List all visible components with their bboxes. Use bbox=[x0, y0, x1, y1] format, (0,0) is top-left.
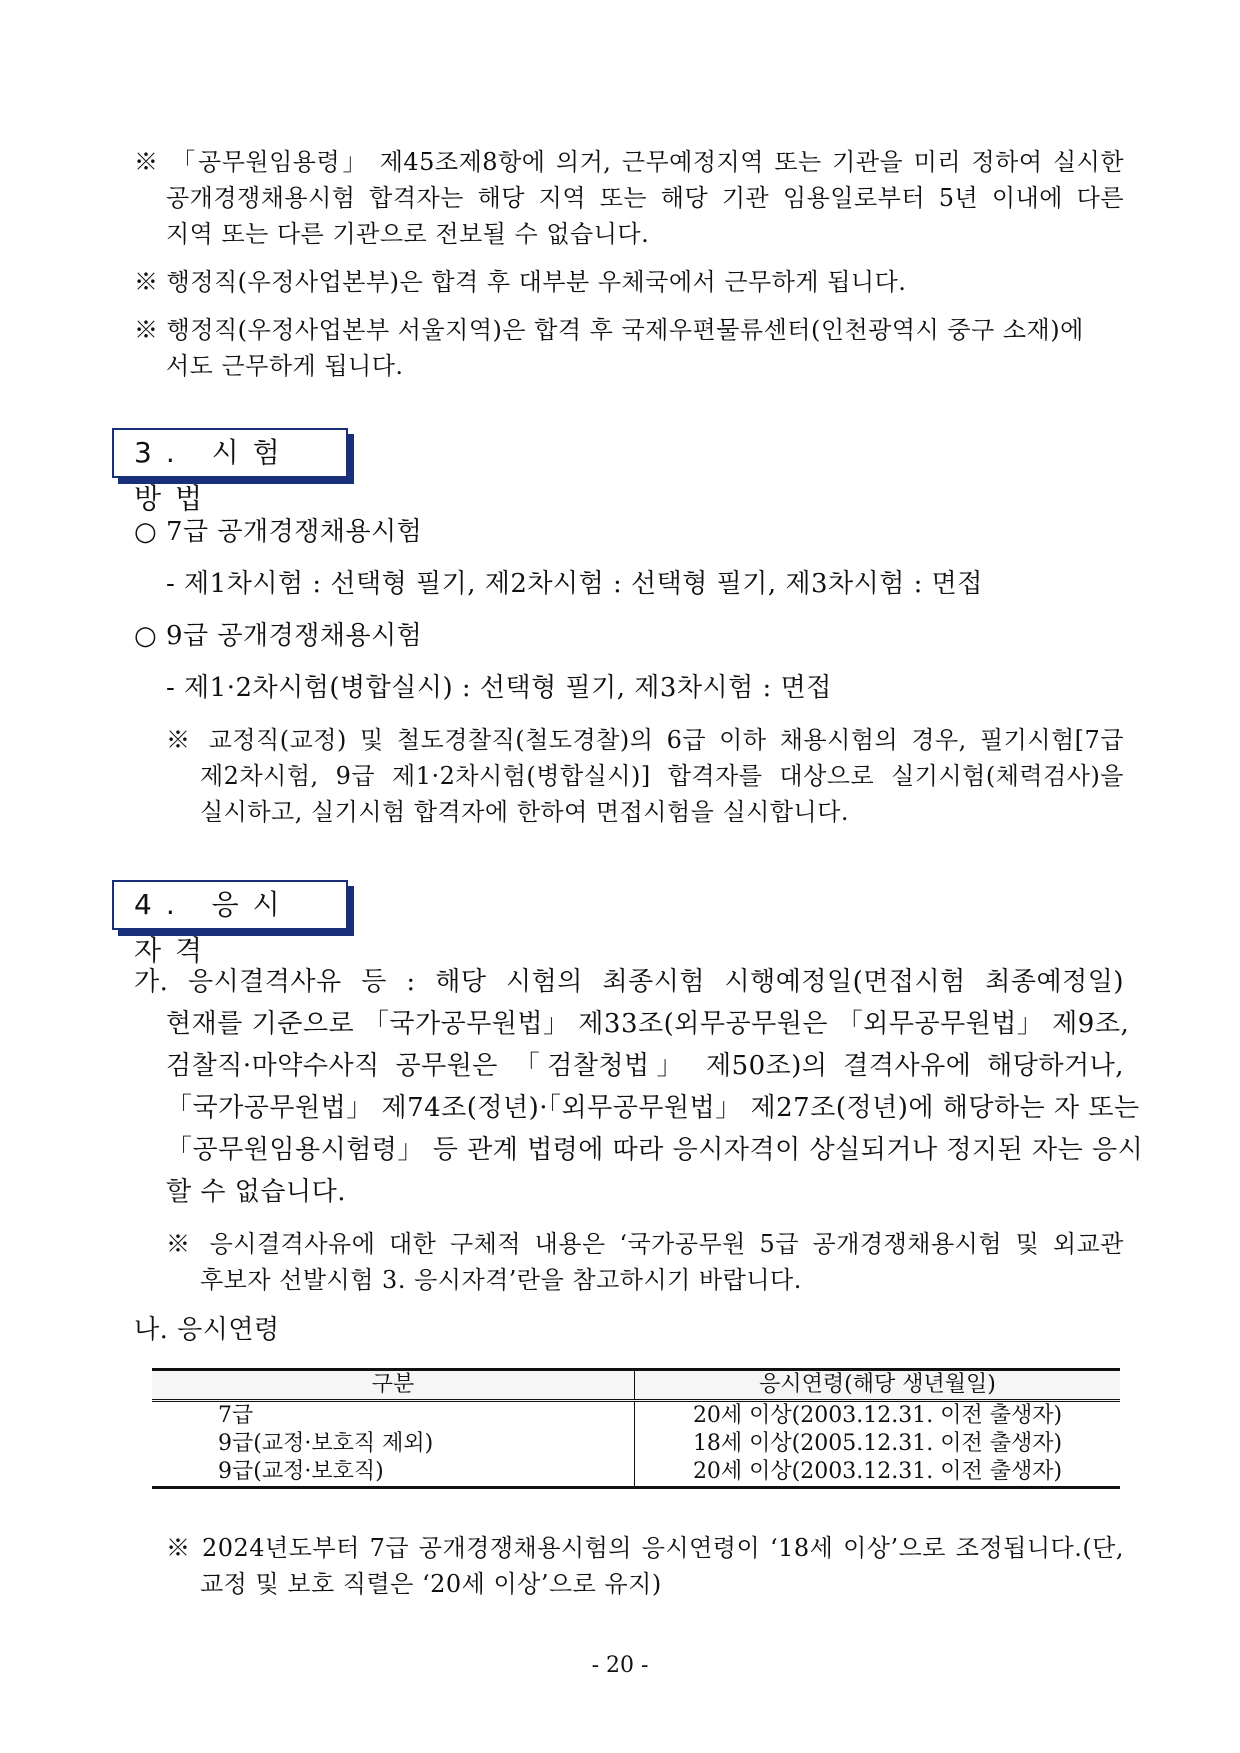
table-cell-age: 18세 이상(2005.12.31. 이전 출생자) bbox=[692, 1431, 1063, 1456]
note-line: 서도 근무하게 됩니다. bbox=[166, 352, 404, 380]
table-cell-grade: 9급(교정·보호직) bbox=[152, 1458, 635, 1488]
age-table bbox=[152, 1368, 1120, 1489]
table-row bbox=[152, 1458, 1120, 1488]
section-title-4: 4. 응시자격 bbox=[112, 880, 348, 930]
section3-note: 실시하고, 실기시험 합격자에 한하여 면접시험을 실시합니다. bbox=[200, 798, 850, 826]
table-header-row bbox=[152, 1370, 1120, 1401]
table-row bbox=[152, 1401, 1120, 1431]
exam-item-9: ○ 9급 공개경쟁채용시험 bbox=[134, 621, 423, 651]
qualification-ga: 할 수 없습니다. bbox=[166, 1177, 346, 1207]
exam-item-9-detail: - 제1·2차시험(병합실시) : 선택형 필기, 제3차시험 : 면접 bbox=[166, 673, 832, 703]
section3-note: ※ 교정직(교정) 및 철도경찰직(철도경찰)의 6급 이하 채용시험의 경우, 필기시험[7급 bbox=[166, 726, 1124, 754]
exam-item-7-detail: - 제1차시험 : 선택형 필기, 제2차시험 : 선택형 필기, 제3차시험 : 면접 bbox=[166, 569, 983, 599]
table-cell-age: 20세 이상(2003.12.31. 이전 출생자) bbox=[692, 1403, 1063, 1428]
bottom-note: 교정 및 보호 직렬은 ‘20세 이상’으로 유지) bbox=[200, 1570, 662, 1598]
table-header: 응시연령(해당 생년월일) bbox=[635, 1370, 1121, 1401]
exam-item-7: ○ 7급 공개경쟁채용시험 bbox=[134, 517, 423, 547]
section3-note: 제2차시험, 9급 제1·2차시험(병합실시)] 합격자를 대상으로 실기시험(체력검사)을 bbox=[200, 762, 1124, 790]
table-cell-grade: 9급(교정·보호직 제외) bbox=[152, 1430, 635, 1458]
section-title-3: 3. 시험방법 bbox=[112, 428, 348, 478]
table-row bbox=[152, 1430, 1120, 1458]
note-line: ※ 행정직(우정사업본부)은 합격 후 대부분 우체국에서 근무하게 됩니다. bbox=[134, 268, 907, 296]
page-number: - 20 - bbox=[591, 1653, 649, 1678]
note-line: 공개경쟁채용시험 합격자는 해당 지역 또는 해당 기관 임용일로부터 5년 이내에 다른 bbox=[166, 184, 1124, 212]
table-cell-grade: 7급 bbox=[152, 1401, 635, 1431]
section-heading-3 bbox=[112, 428, 348, 515]
table-header: 구분 bbox=[152, 1370, 635, 1401]
qualification-ga: 현재를 기준으로 「국가공무원법」 제33조(외무공무원은 「외무공무원법」 제9조, bbox=[166, 1009, 1130, 1039]
qualification-ga: 「공무원임용시험령」 등 관계 법령에 따라 응시자격이 상실되거나 정지된 자는 응시 bbox=[166, 1135, 1144, 1165]
qualification-ga-note: ※ 응시결격사유에 대한 구체적 내용은 ‘국가공무원 5급 공개경쟁채용시험 및 외교관 bbox=[166, 1230, 1124, 1258]
qualification-ga-note: 후보자 선발시험 3. 응시자격’란을 참고하시기 바랍니다. bbox=[200, 1266, 802, 1294]
qualification-ga: 검찰직·마약수사직 공무원은 「검찰청법」 제50조)의 결격사유에 해당하거나, bbox=[166, 1051, 1124, 1081]
qualification-ga: 「국가공무원법」 제74조(정년)·「외무공무원법」 제27조(정년)에 해당하는 자 또는 bbox=[166, 1093, 1140, 1123]
bottom-note: ※ 2024년도부터 7급 공개경쟁채용시험의 응시연령이 ‘18세 이상’으로 조정됩니다.(단, bbox=[166, 1534, 1124, 1562]
note-line: 지역 또는 다른 기관으로 전보될 수 없습니다. bbox=[166, 220, 650, 248]
qualification-ga: 가. 응시결격사유 등 : 해당 시험의 최종시험 시행예정일(면접시험 최종예정일) bbox=[134, 967, 1124, 997]
section-heading-4 bbox=[112, 880, 348, 967]
qualification-na: 나. 응시연령 bbox=[134, 1315, 280, 1345]
note-line: ※ 행정직(우정사업본부 서울지역)은 합격 후 국제우편물류센터(인천광역시 중구 소재)에 bbox=[134, 316, 1084, 344]
note-line: ※ 「공무원임용령」 제45조제8항에 의거, 근무예정지역 또는 기관을 미리 정하여 실시한 bbox=[134, 148, 1124, 176]
table-cell-age: 20세 이상(2003.12.31. 이전 출생자) bbox=[692, 1459, 1063, 1484]
